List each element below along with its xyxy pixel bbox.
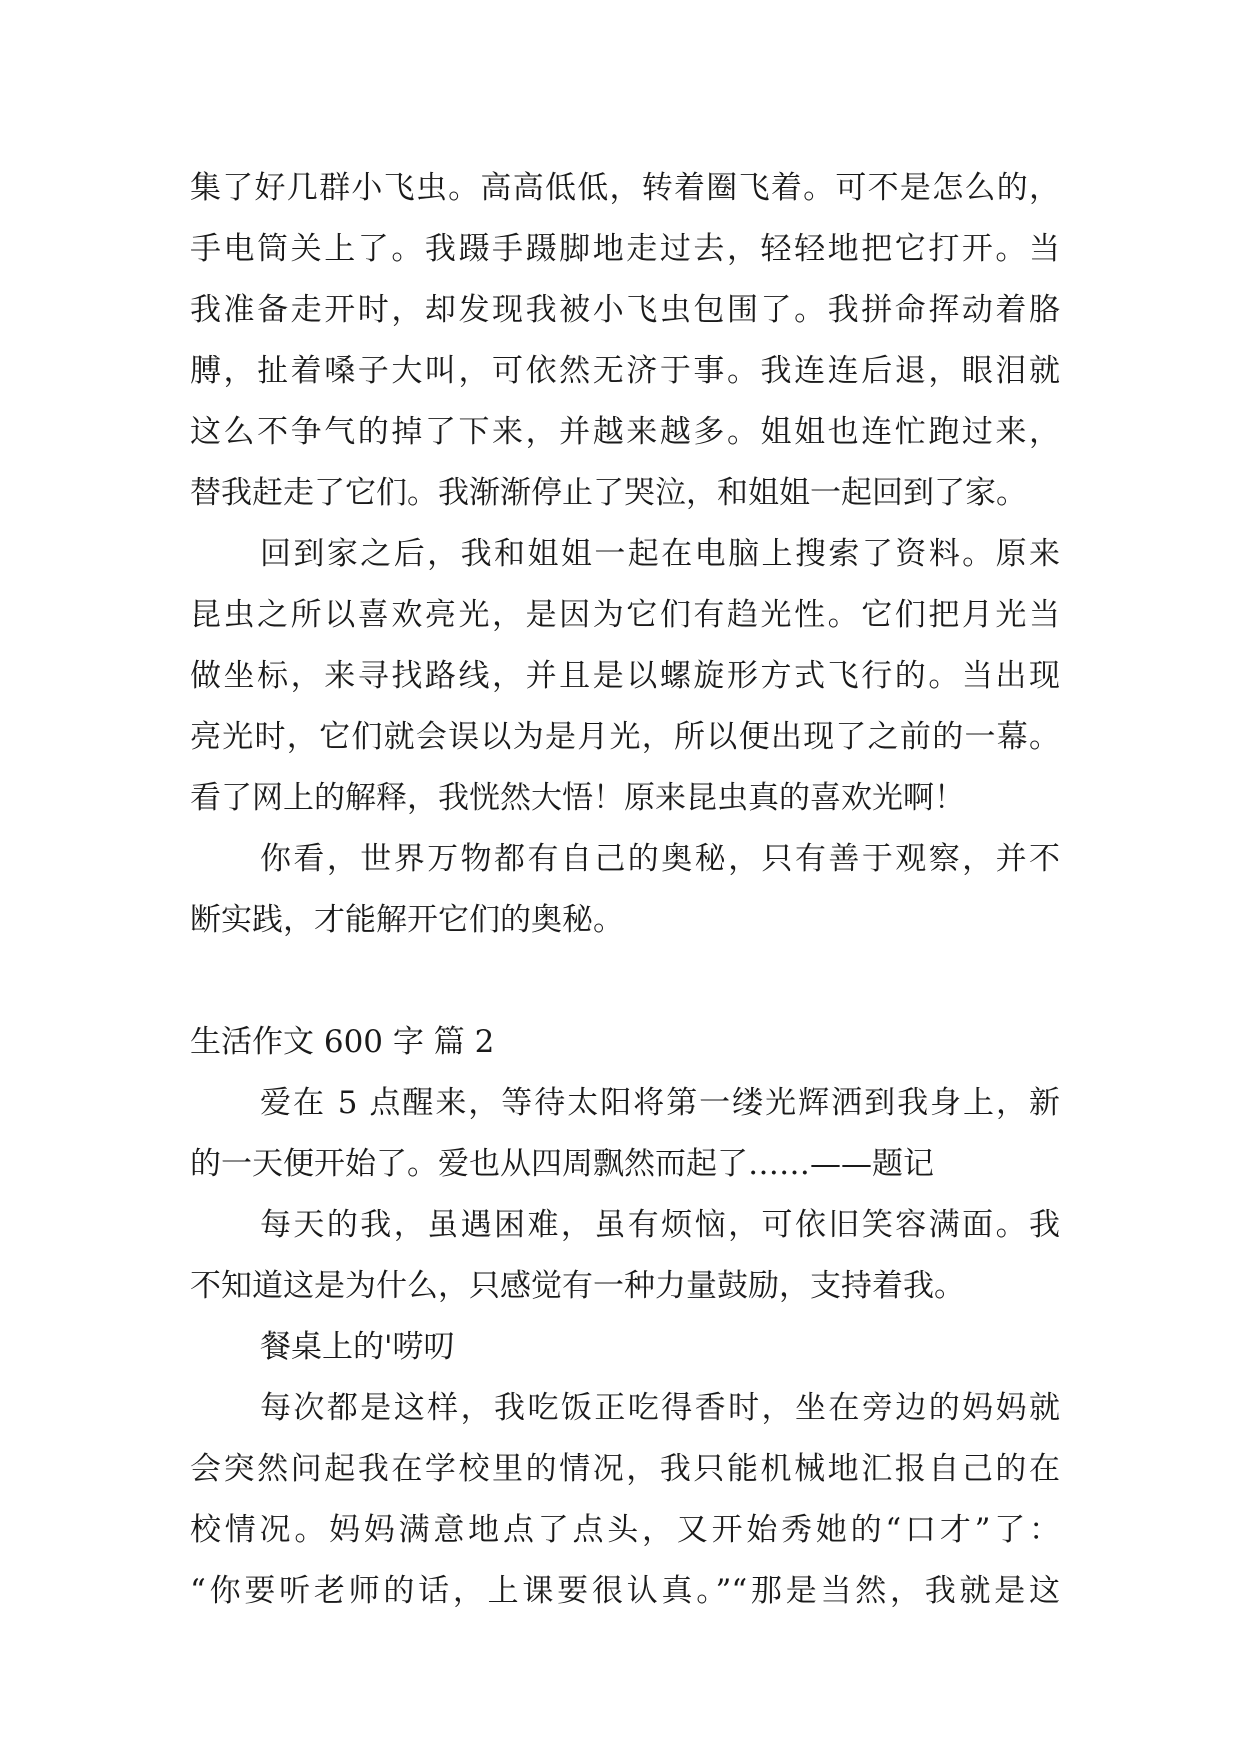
document-body (190, 158, 1060, 1622)
text-line: 昆虫之所以喜欢亮光，是因为它们有趋光性。它们把月光当 (190, 597, 1060, 633)
text-line: 回到家之后，我和姐姐一起在电脑上搜索了资料。原来 (260, 536, 1060, 572)
text-line: 我准备走开时，却发现我被小飞虫包围了。我拼命挥动着胳 (190, 292, 1060, 328)
text-line: 这么不争气的掉了下来，并越来越多。姐姐也连忙跑过来， (190, 414, 1060, 450)
text-line: 亮光时，它们就会误以为是月光，所以便出现了之前的一幕。 (190, 719, 1060, 755)
text-line: 你看，世界万物都有自己的奥秘，只有善于观察，并不 (260, 841, 1060, 877)
text-line: “你要听老师的话，上课要很认真。”“那是当然，我就是这 (190, 1573, 1060, 1609)
text-line: 爱在 5 点醒来，等待太阳将第一缕光辉洒到我身上，新 (260, 1085, 1060, 1121)
text-line: 膊，扯着嗓子大叫，可依然无济于事。我连连后退，眼泪就 (190, 353, 1060, 389)
subheading: 餐桌上的'唠叨 (260, 1329, 455, 1365)
text-line: 不知道这是为什么，只感觉有一种力量鼓励，支持着我。 (190, 1268, 965, 1304)
paragraph-3 (190, 829, 1060, 951)
text-line: 替我赶走了它们。我渐渐停止了哭泣，和姐姐一起回到了家。 (190, 475, 1027, 511)
text-line: 做坐标，来寻找路线，并且是以螺旋形方式飞行的。当出现 (190, 658, 1060, 694)
section-spacer (190, 951, 1060, 1012)
section-heading: 生活作文 600 字 篇 2 (190, 1024, 495, 1060)
text-line: 校情况。妈妈满意地点了点头，又开始秀她的“口才”了： (190, 1512, 1060, 1548)
paragraph-6 (190, 1378, 1060, 1622)
text-line: 会突然问起我在学校里的情况，我只能机械地汇报自己的在 (190, 1451, 1060, 1487)
paragraph-1 (190, 158, 1060, 524)
paragraph-5 (190, 1195, 1060, 1317)
text-line: 每次都是这样，我吃饭正吃得香时，坐在旁边的妈妈就 (260, 1390, 1060, 1426)
paragraph-4 (190, 1073, 1060, 1195)
text-line: 看了网上的解释，我恍然大悟！原来昆虫真的喜欢光啊！ (190, 780, 965, 816)
text-line: 手电筒关上了。我蹑手蹑脚地走过去，轻轻地把它打开。当 (190, 231, 1060, 267)
paragraph-2 (190, 524, 1060, 829)
text-line: 集了好几群小飞虫。高高低低，转着圈飞着。可不是怎么的， (190, 170, 1060, 206)
text-line: 断实践，才能解开它们的奥秘。 (190, 902, 624, 938)
text-line: 每天的我，虽遇困难，虽有烦恼，可依旧笑容满面。我 (260, 1207, 1060, 1243)
text-line: 的一天便开始了。爱也从四周飘然而起了……——题记 (190, 1146, 934, 1182)
